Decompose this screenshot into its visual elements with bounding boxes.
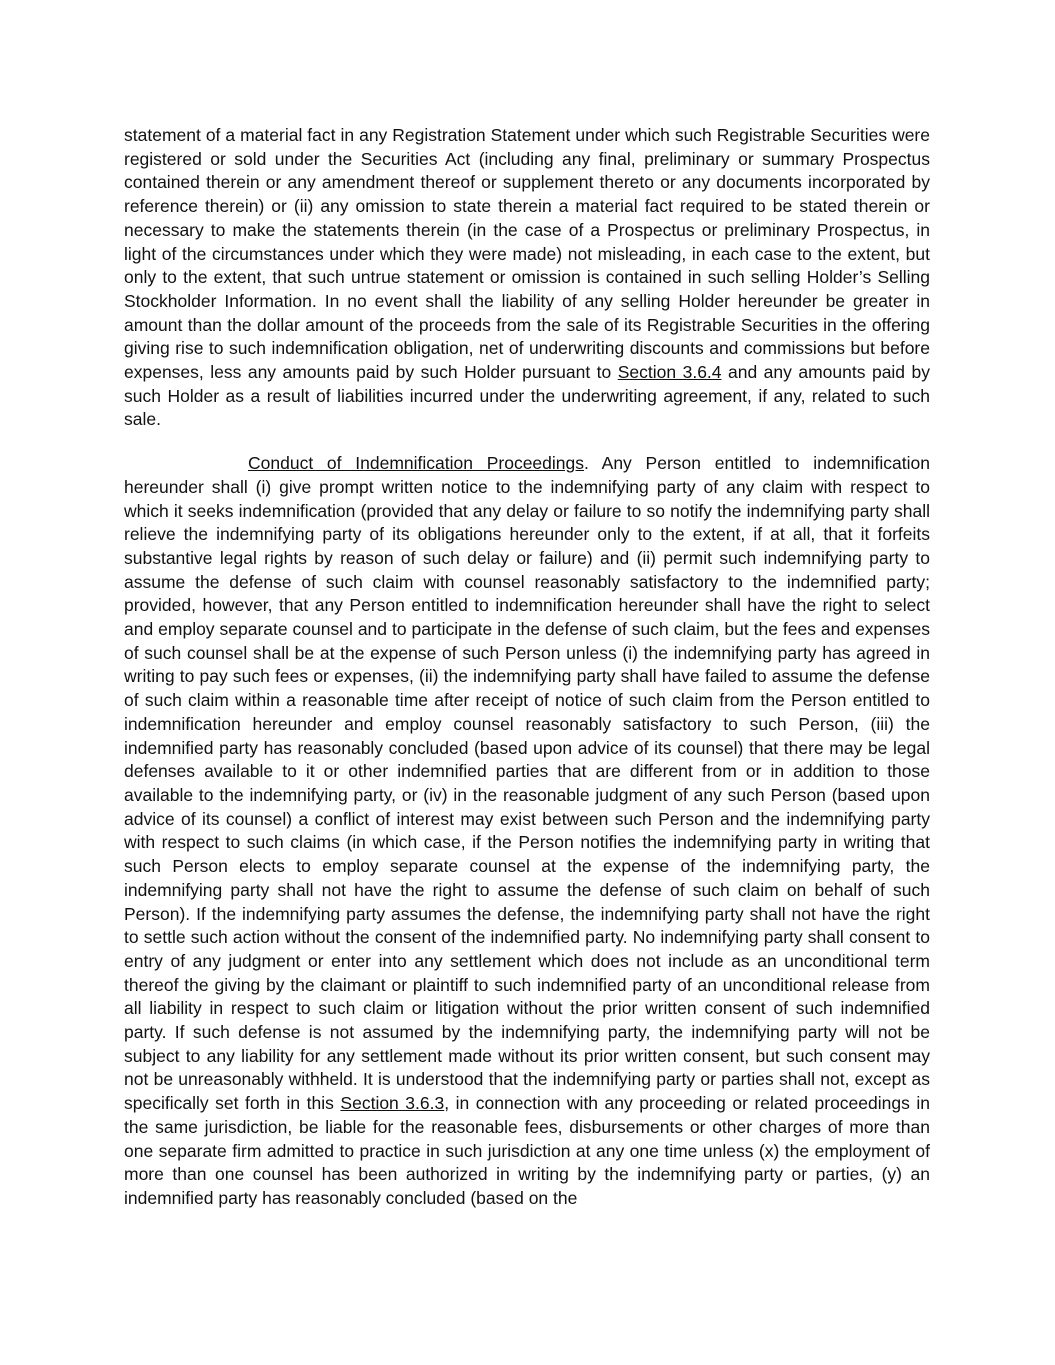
paragraph1-lead-text: statement of a material fact in any Registration Statement under which such Registrable Securities were registered or sold under the Securities Act (including any final, preliminary or summary Prospectus contained therein or any amendment thereof or supplement thereto or any documents incorporated by reference therein) or (ii) any omission to state therein a material fact required to be stated therein or necessary to make the statements therein (in the case of a Prospectus or preliminary Prospectus, in light of the circumstances under which they were made) not misleading, in each case to the extent, but only to the extent, that such untrue statement or omission is contained in such selling Holder’s Selling Stockholder Information. In no event shall the liability of any selling Holder hereunder be greater in amount than the dollar amount of the proceeds from the sale of its Registrable Securities in the offering giving rise to such indemnification obligation, net of underwriting discounts and commissions but before expenses, less any amounts paid by such Holder pursuant to	[124, 125, 930, 383]
paragraph-indemnification-liability	[124, 124, 930, 432]
section-3-6-3-reference: Section 3.6.3	[340, 1093, 445, 1114]
paragraph2-tail-text: , in connection with any proceeding or related proceedings in the same jurisdiction, be liable for the reasonable fees, disbursements or other charges of more than one separate firm admitted to practice in such jurisdiction at any one time unless (x) the employment of more than one counsel has been authorized in writing by the indemnifying party or parties, (y) an indemnified party has reasonably concluded (based on the	[124, 1093, 930, 1208]
document-page	[124, 124, 930, 1211]
conduct-heading: Conduct of Indemnification Proceedings	[248, 453, 585, 474]
paragraph-conduct-of-proceedings	[124, 452, 930, 1211]
paragraph2-body-text: . Any Person entitled to indemnification hereunder shall (i) give prompt written notice to the indemnifying party of any claim with respect to which it seeks indemnification (provided that any delay or failure to so notify the indemnifying party shall relieve the indemnifying party of its obligations hereunder only to the extent, if at all, that it forfeits substantive legal rights by reason of such delay or failure) and (ii) permit such indemnifying party to assume the defense of such claim with counsel reasonably satisfactory to the indemnified party; provided, however, that any Person entitled to indemnification hereunder shall have the right to select and employ separate counsel and to participate in the defense of such claim, but the fees and expenses of such counsel shall be at the expense of such Person unless (i) the indemnifying party has agreed in writing to pay such fees or expenses, (ii) the indemnifying party shall have failed to assume the defense of such claim within a reasonable time after receipt of notice of such claim from the Person entitled to indemnification hereunder and employ counsel reasonably satisfactory to such Person, (iii) the indemnified party has reasonably concluded (based upon advice of its counsel) that there may be legal defenses available to it or other indemnified parties that are different from or in addition to those available to the indemnifying party, or (iv) in the reasonable judgment of any such Person (based upon advice of its counsel) a conflict of interest may exist between such Person and the indemnifying party with respect to such claims (in which case, if the Person notifies the indemnifying party in writing that such Person elects to employ separate counsel at the expense of the indemnifying party, the indemnifying party shall not have the right to assume the defense of such claim on behalf of such Person). If the indemnifying party assumes the defense, the indemnifying party shall not have the right to settle such action without the consent of the indemnified party. No indemnifying party shall consent to entry of any judgment or enter into any settlement which does not include as an unconditional term thereof the giving by the claimant or plaintiff to such indemnified party of an unconditional release from all liability in respect to such claim or litigation without the prior written consent of such indemnified party. If such defense is not assumed by the indemnifying party, the indemnifying party will not be subject to any liability for any settlement made without its prior written consent, but such consent may not be unreasonably withheld. It is understood that the indemnifying party or parties shall not, except as specifically set forth in this	[124, 453, 930, 1114]
section-3-6-4-reference: Section 3.6.4	[617, 362, 722, 383]
paragraph1-tail-text: and any amounts paid by such Holder as a result of liabilities incurred under the underwriting agreement, if any, related to such sale.	[124, 362, 931, 430]
